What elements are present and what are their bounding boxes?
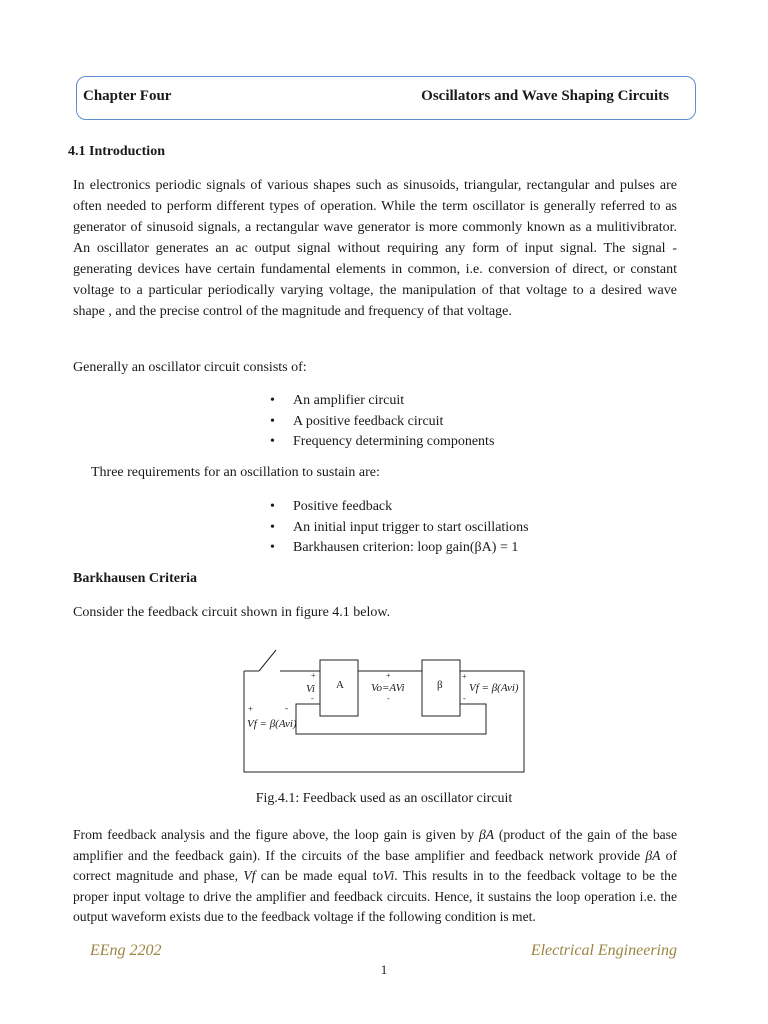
list-item: • An initial input trigger to start oscillations	[270, 518, 529, 539]
barkhausen-intro: Consider the feedback circuit shown in figure 4.1 below.	[73, 605, 391, 620]
math-beta-a: βA	[479, 827, 495, 842]
feedback-circuit-diagram	[236, 642, 536, 778]
intro-paragraph: In electronics periodic signals of various shapes such as sinusoids, triangular, rectangular and pulses are often needed to perform different types of operation. While the term oscillator is generally referred to as generator of sinusoid signals, a rectangular wave generator is more commonly known as a mulitivibrator. An oscillator generates an ac output signal without requiring any form of input signal. The signal - generating devices have certain fundamental elements in common, i.e. conversion of direct, or constant voltage to a particular periodically varying voltage, the manipulation of that voltage to a desired wave shape , and the precise control of the magnitude and frequency of that voltage.	[73, 178, 677, 319]
math-vf: Vf	[243, 868, 256, 883]
plus-sign: +	[248, 704, 254, 714]
vi-label: Vi	[306, 683, 315, 695]
minus-sign: -	[387, 694, 390, 703]
minus-sign: -	[285, 703, 288, 713]
plus-sign: +	[311, 671, 316, 680]
chapter-title: Oscillators and Wave Shaping Circuits	[421, 88, 669, 104]
consists-list	[270, 391, 494, 453]
text-run: From feedback analysis and the figure above, the loop gain is given by	[73, 827, 479, 842]
page-number: 1	[380, 962, 388, 977]
text-run: of correct magnitude and phase,	[73, 847, 678, 883]
barkhausen-heading: Barkhausen Criteria	[73, 571, 198, 586]
body-paragraph	[73, 825, 677, 928]
list-item: • A positive feedback circuit	[270, 412, 494, 433]
math-beta-a: βA	[645, 847, 661, 863]
switch-icon	[259, 650, 276, 671]
plus-sign: +	[386, 671, 391, 680]
text-run: (product of the gain of the base amplifier and the feedback gain). If the circuits of the base amplifier and feedback network provide	[73, 827, 677, 863]
math-vi: Vi	[383, 868, 395, 883]
chapter-header-box	[76, 76, 696, 120]
list-item: • Barkhausen criterion: loop gain(βA) = 1	[270, 538, 529, 559]
requirements-intro: Three requirements for an oscillation to sustain are:	[91, 465, 380, 480]
chapter-label: Chapter Four	[83, 88, 172, 104]
figure-caption: Fig.4.1: Feedback used as an oscillator circuit	[255, 791, 513, 806]
beta-label: β	[437, 679, 443, 691]
text-run: can be made equal to	[255, 868, 384, 883]
text-run: . This results in to the feedback voltage to be the proper input voltage to drive the amplifier and feedback circuits. Hence, it sustains the loop operation i.e. the output waveform exists due to the feedback voltage if the following condition is met.	[73, 868, 678, 924]
plus-sign: +	[462, 672, 467, 681]
footer-department: Electrical Engineering	[530, 942, 677, 959]
vf-left-label: Vf = β(Avi)	[247, 718, 297, 730]
consists-intro: Generally an oscillator circuit consists of:	[73, 360, 307, 375]
amplifier-label: A	[336, 679, 344, 691]
requirements-list	[270, 497, 529, 559]
list-item: • An amplifier circuit	[270, 391, 494, 412]
minus-sign: -	[463, 694, 466, 703]
footer-course: EEng 2202	[90, 942, 162, 959]
vo-label: Vo=AVi	[371, 682, 405, 694]
section-title: 4.1 Introduction	[68, 144, 165, 159]
list-item: • Positive feedback	[270, 497, 529, 518]
list-item: • Frequency determining components	[270, 432, 494, 453]
vf-right-label: Vf = β(Avi)	[469, 682, 519, 694]
minus-sign: -	[311, 694, 314, 703]
